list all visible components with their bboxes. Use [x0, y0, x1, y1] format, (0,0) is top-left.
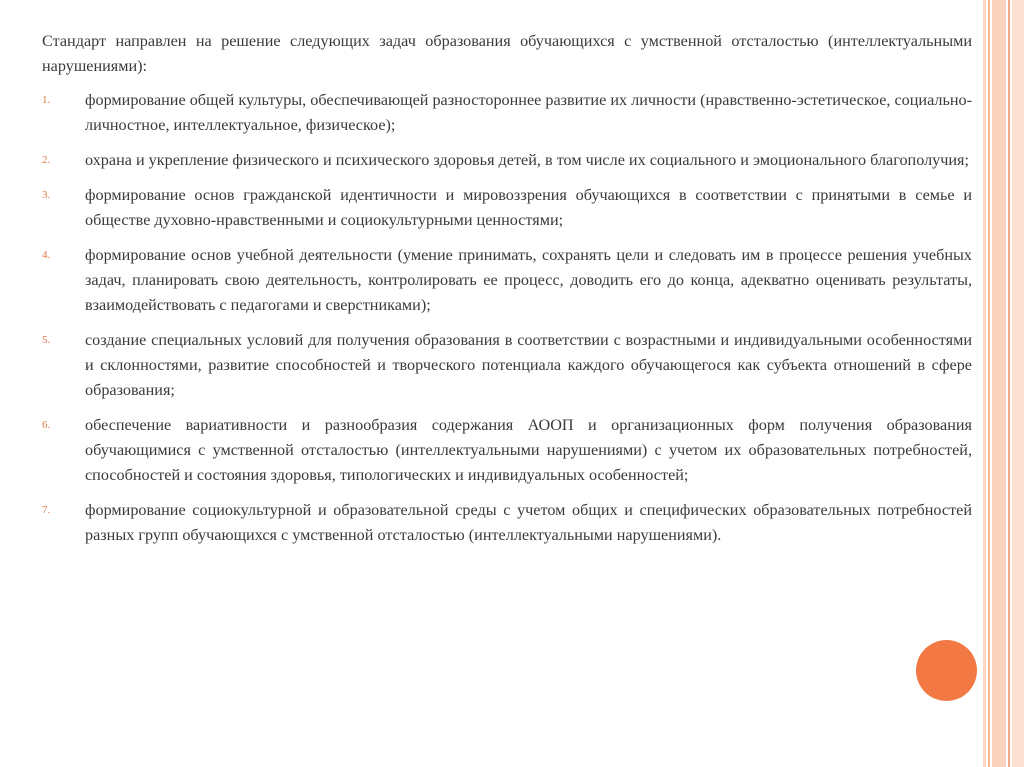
list-text: обеспечение вариативности и разнообразия содержания АООП и организационных форм получения образования обучающимися с умственной отсталостью (интеллектуальными нарушениями) с учетом их образовательных потребностей, способностей и состояния здоровья, типологических и индивидуальных особенностей; [85, 416, 972, 484]
list-item [42, 413, 972, 488]
stripe [988, 0, 990, 767]
stripe [983, 0, 986, 767]
list-number: 3. [42, 189, 51, 201]
list-number: 4. [42, 249, 51, 261]
list-number: 5. [42, 334, 51, 346]
stripe [1012, 0, 1024, 767]
list-item [42, 498, 972, 548]
list-text: формирование основ гражданской идентичности и мировоззрения обучающихся в соответствии с принятыми в семье и обществе духовно-нравственными и социокультурными ценностями; [85, 186, 972, 229]
list-number: 7. [42, 504, 51, 516]
list-item [42, 243, 972, 318]
list-text: формирование общей культуры, обеспечивающей разностороннее развитие их личности (нравственно-эстетическое, социально-личностное, интеллектуальное, физическое); [85, 91, 973, 134]
list-number: 1. [42, 94, 51, 106]
list-item [42, 88, 972, 138]
list-item [42, 183, 972, 233]
list-item [42, 148, 972, 173]
decorative-stripes [983, 0, 1024, 767]
list-text: формирование основ учебной деятельности (умение принимать, сохранять цели и следовать им в процессе решения учебных задач, планировать свою деятельность, контролировать ее процесс, доводить его до конца, адекватно оценивать результаты, взаимодействовать с педагогами и сверстниками); [85, 246, 972, 314]
stripe [1008, 0, 1010, 767]
stripe [992, 0, 1006, 767]
list-text: создание специальных условий для получения образования в соответствии с возрастными и индивидуальными особенностями и склонностями, развитие способностей и творческого потенциала каждого обучающегося как субъекта отношений в сфере образования; [85, 331, 972, 399]
list-text: охрана и укрепление физического и психического здоровья детей, в том числе их социального и эмоционального благополучия; [85, 151, 969, 169]
intro-paragraph: Стандарт направлен на решение следующих задач образования обучающихся с умственной отсталостью (интеллектуальными нарушениями): [42, 32, 972, 75]
decorative-circle [916, 640, 977, 701]
list-number: 2. [42, 154, 51, 166]
slide-body [42, 29, 972, 558]
list-item [42, 328, 972, 403]
list-text: формирование социокультурной и образовательной среды с учетом общих и специфических образовательных потребностей разных групп обучающихся с умственной отсталостью (интеллектуальными нарушениями). [85, 501, 972, 544]
list-number: 6. [42, 419, 51, 431]
